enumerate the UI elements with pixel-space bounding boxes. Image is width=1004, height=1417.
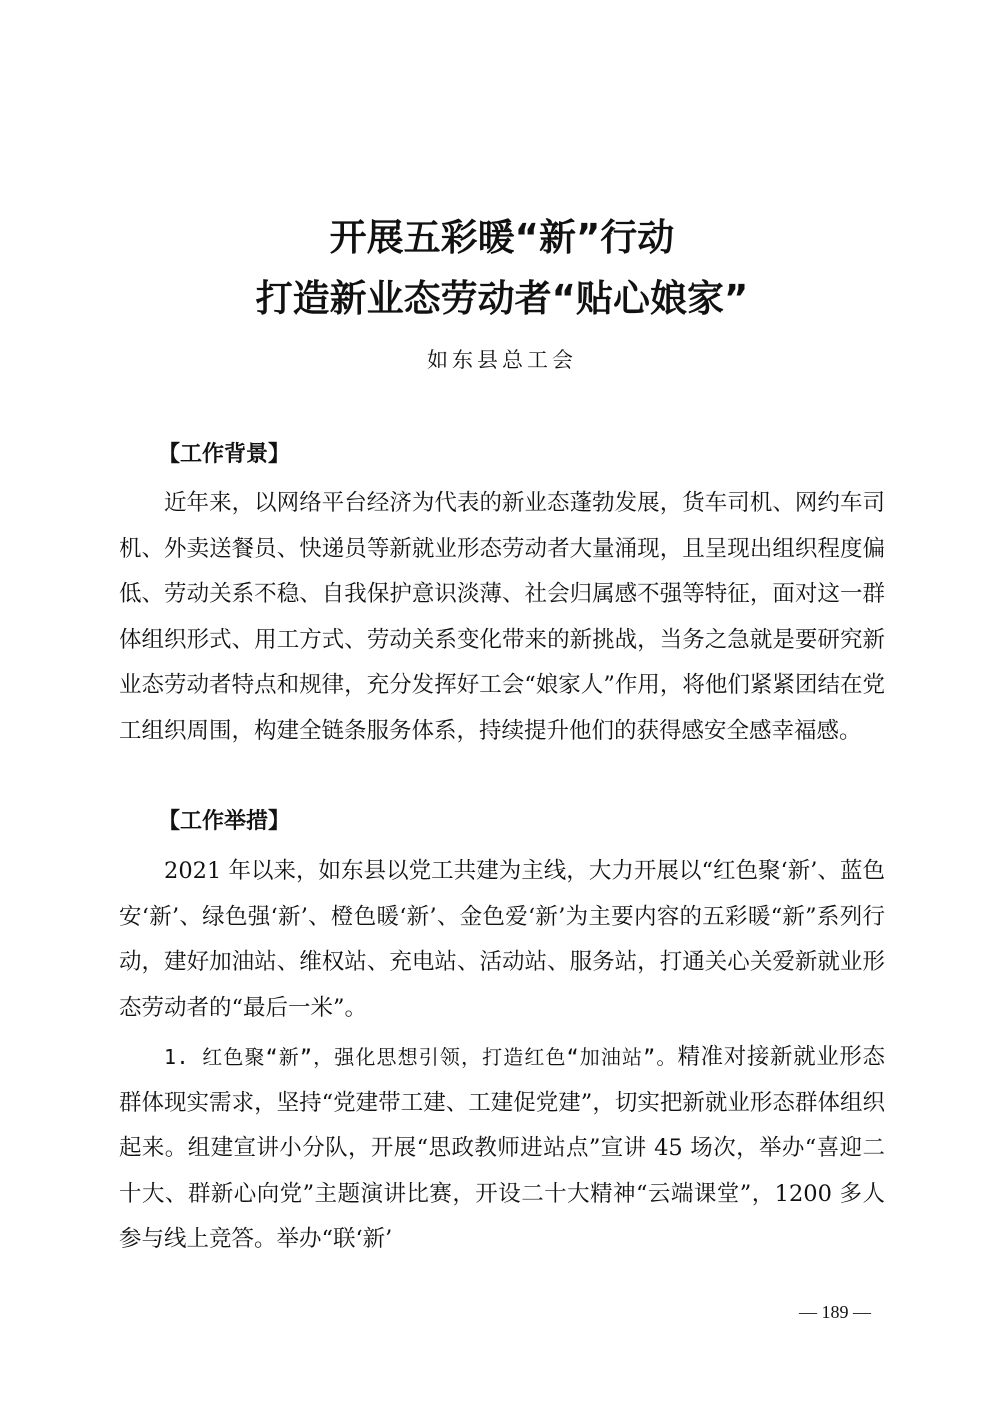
- title-line-2: 打造新业态劳动者“贴心娘家”: [255, 277, 749, 320]
- author: 如东县总工会: [427, 348, 577, 372]
- paragraph-item-1: [119, 1035, 885, 1263]
- title-line-1: 开展五彩暖“新”行动: [329, 216, 675, 259]
- section-heading-measures: 【工作举措】: [158, 809, 291, 834]
- item-1-lead: 1. 红色聚“新”，强化思想引领，打造红色“加油站”。: [164, 1045, 678, 1069]
- page-number: — 189 —: [799, 1302, 871, 1322]
- item-1-body: 精准对接新就业形态群体现实需求，坚持“党建带工建、工建促党建”，切实把新就业形态群体组织起来。组建宣讲小分队，开展“思政教师进站点”宣讲 45 场次，举办“喜迎二十大、群新心向党”主题演讲比赛，开设二十大精神“云端课堂”，1200 多人参与线上竞答。举办“联‘新’: [119, 1044, 885, 1252]
- paragraph-background: 近年来，以网络平台经济为代表的新业态蓬勃发展，货车司机、网约车司机、外卖送餐员、快递员等新就业形态劳动者大量涌现，且呈现出组织程度偏低、劳动关系不稳、自我保护意识淡薄、社会归属感不强等特征，面对这一群体组织形式、用工方式、劳动关系变化带来的新挑战，当务之急就是要研究新业态劳动者特点和规律，充分发挥好工会“娘家人”作用，将他们紧紧团结在党工组织周围，构建全链条服务体系，持续提升他们的获得感安全感幸福感。: [119, 490, 885, 744]
- section-heading-background: 【工作背景】: [158, 442, 291, 467]
- paragraph-measures-intro: 2021 年以来，如东县以党工共建为主线，大力开展以“红色聚‘新’、蓝色安‘新’、绿色强‘新’、橙色暖‘新’、金色爱‘新’为主要内容的五彩暖“新”系列行动，建好加油站、维权站、充电站、活动站、服务站，打通关心关爱新就业形态劳动者的“最后一米”。: [119, 858, 885, 1021]
